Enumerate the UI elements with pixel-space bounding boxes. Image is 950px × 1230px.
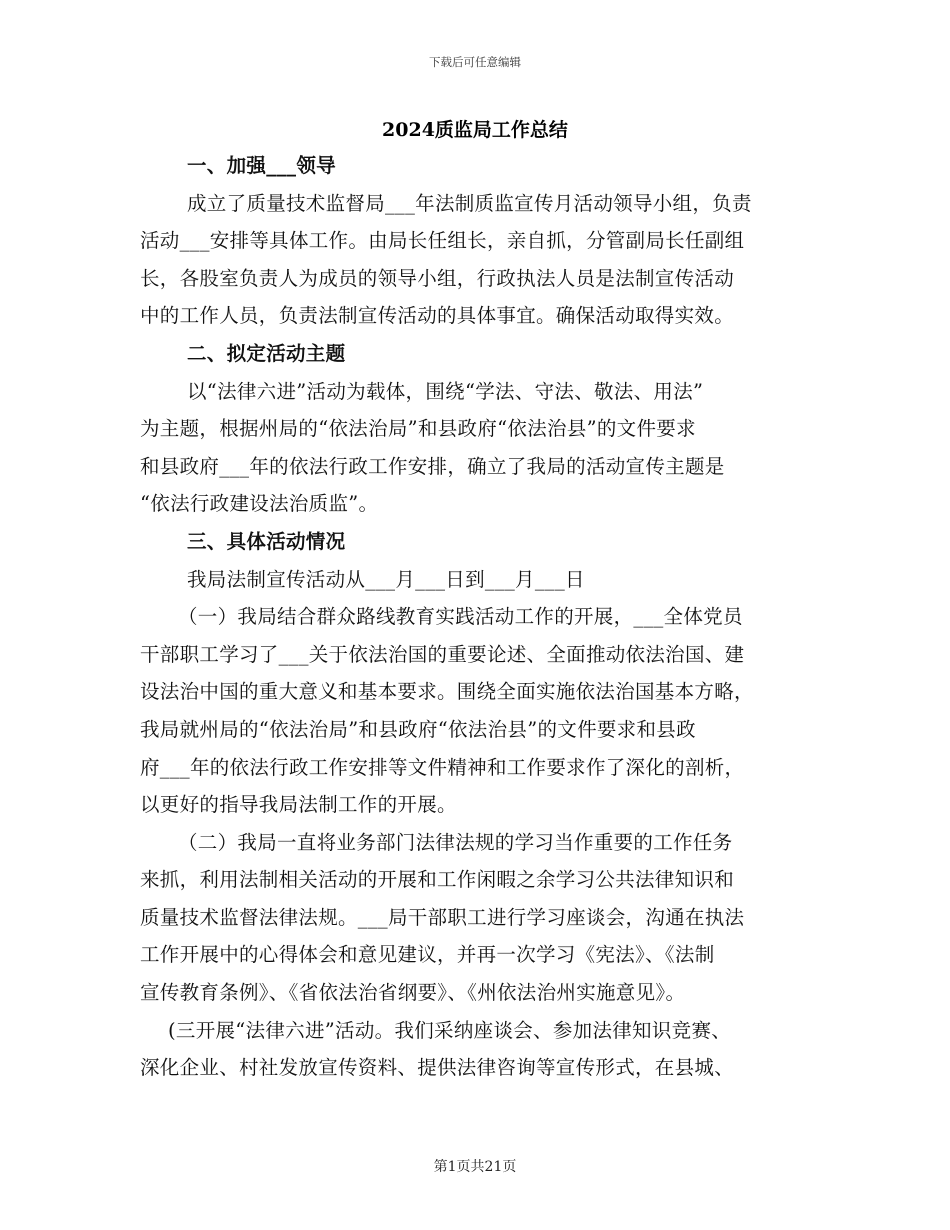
document-title: 2024质监局工作总结	[382, 119, 568, 141]
section-heading-2: 二、拟定活动主题	[187, 341, 346, 365]
paragraph	[140, 598, 812, 824]
text-line: 来抓，利用法制相关活动的开展和工作闲暇之余学习公共法律知识和	[140, 868, 735, 892]
text-line: 我局法制宣传活动从___月___日到___月___日	[187, 567, 585, 591]
text-line: 活动___安排等具体工作。由局长任组长，亲自抓，分管副局长任副组	[140, 229, 745, 253]
section-heading-3: 三、具体活动情况	[187, 529, 346, 553]
text-line: “依法行政建设法治质监”。	[140, 492, 379, 516]
page-footer: 第1页共21页	[433, 1159, 517, 1175]
text-line: 成立了质量技术监督局___年法制质监宣传月活动领导小组，负责	[187, 191, 752, 215]
text-line: 长，各股室负责人为成员的领导小组，行政执法人员是法制宣传活动	[140, 266, 735, 290]
text-line: (三开展“法律六进”活动。我们采纳座谈会、参加法律知识竞赛、	[168, 1018, 732, 1042]
text-line: 深化企业、村社发放宣传资料、提供法律咨询等宣传形式，在县城、	[140, 1056, 735, 1080]
text-line: 干部职工学习了___关于依法治国的重要论述、全面推动依法治国、建	[140, 642, 745, 666]
header-note: 下载后可任意编辑	[429, 55, 521, 69]
paragraph	[140, 1012, 812, 1087]
text-line: 设法治中国的重大意义和基本要求。围绕全面实施依法治国基本方略，	[140, 680, 754, 704]
text-line: 质量技术监督法律法规。___局干部职工进行学习座谈会，沟通在执法	[140, 905, 745, 929]
paragraph	[140, 373, 812, 523]
section-heading-1: 一、加强___领导	[187, 154, 336, 177]
text-line: 和县政府___年的依法行政工作安排，确立了我局的活动宣传主题是	[140, 454, 725, 478]
text-line: （一）我局结合群众路线教育实践活动工作的开展，___全体党员	[178, 605, 743, 629]
text-line: 以更好的指导我局法制工作的开展。	[140, 793, 457, 817]
text-line: 以“法律六进”活动为载体，围绕“学法、守法、敬法、用法”	[187, 379, 704, 403]
text-line: 中的工作人员，负责法制宣传活动的具体事宜。确保活动取得实效。	[140, 304, 735, 328]
paragraph	[140, 561, 812, 599]
text-line: 工作开展中的心得体会和意见建议，并再一次学习《宪法》、《法制	[140, 943, 715, 967]
text-line: 我局就州局的“依法治局”和县政府“依法治县”的文件要求和县政	[140, 717, 696, 741]
paragraph	[140, 185, 812, 335]
paragraph	[140, 824, 812, 1012]
text-line: （二）我局一直将业务部门法律法规的学习当作重要的工作任务	[178, 830, 733, 854]
text-line: 为主题，根据州局的“依法治局”和县政府“依法治县”的文件要求	[140, 417, 696, 441]
document-body	[140, 147, 812, 1087]
text-line: 宣传教育条例》、《省依法治省纲要》、《州依法治州实施意见》。	[140, 981, 686, 1005]
text-line: 府___年的依法行政工作安排等文件精神和工作要求作了深化的剖析，	[140, 755, 745, 779]
